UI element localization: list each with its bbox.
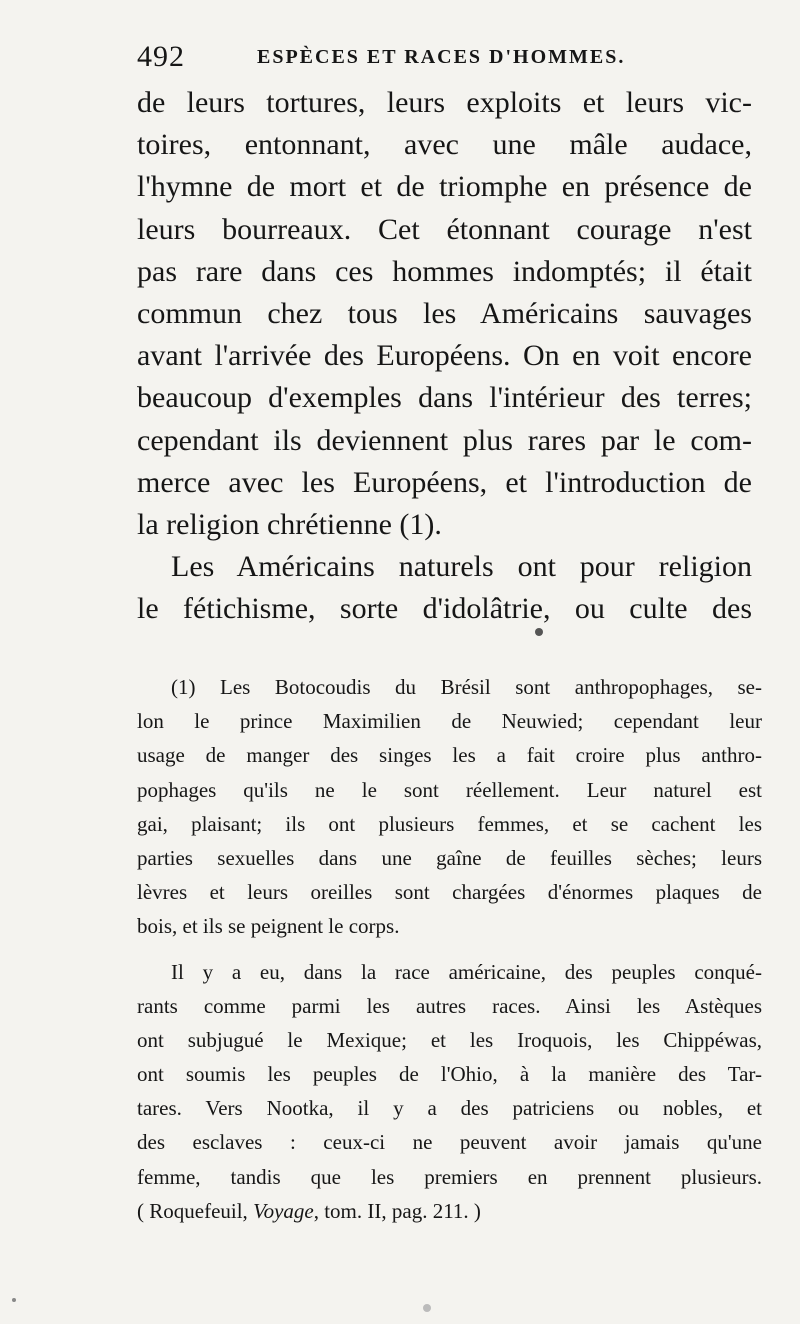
footnote-line: pophages qu'ils ne le sont réellement. Leur naturel est xyxy=(137,777,762,802)
body-line: leurs bourreaux. Cet étonnant courage n'est xyxy=(137,212,752,246)
footnote-line: ont subjugué le Mexique; et les Iroquois, les Chippéwas, xyxy=(137,1027,762,1052)
citation-close: , tom. II, pag. 211. ) xyxy=(313,1198,481,1223)
citation-open: ( Roquefeuil, xyxy=(137,1198,254,1223)
footnote-line: tares. Vers Nootka, il y a des patriciens ou nobles, et xyxy=(137,1096,762,1121)
footnote-line: Il y a eu, dans la race américaine, des peuples conqué- xyxy=(171,959,762,984)
footnote-line: (1) Les Botocoudis du Brésil sont anthropophages, se- xyxy=(171,675,762,699)
body-line: cependant ils deviennent plus rares par le com- xyxy=(137,423,752,457)
body-line: le fétichisme, sorte d'idolâtrie, ou culte des xyxy=(137,592,752,626)
body-line: l'hymne de mort et de triomphe en présence de xyxy=(137,170,752,204)
footnote-line: rants comme parmi les autres races. Ainsi les Astèques xyxy=(137,993,762,1018)
body-line: avant l'arrivée des Européens. On en voit encore xyxy=(137,339,752,373)
body-line: pas rare dans ces hommes indomptés; il était xyxy=(137,254,752,288)
page-number: 492 xyxy=(137,40,185,73)
footnote-line: bois, et ils se peignent le corps. xyxy=(137,914,400,939)
body-line: de leurs tortures, leurs exploits et leurs vic- xyxy=(137,86,752,119)
paper-speck xyxy=(12,1298,16,1302)
body-line: Les Américains naturels ont pour religion xyxy=(171,550,752,584)
footnote-line: gai, plaisant; ils ont plusieurs femmes, et se cachent les xyxy=(137,811,762,836)
footnote-line: lèvres et leurs oreilles sont chargées d'énormes plaques de xyxy=(137,880,762,905)
body-line: merce avec les Européens, et l'introduction de xyxy=(137,465,752,499)
paper-speck xyxy=(535,628,543,636)
footnote-line: des esclaves : ceux-ci ne peuvent avoir jamais qu'une xyxy=(137,1130,762,1155)
body-line: beaucoup d'exemples dans l'intérieur des terres; xyxy=(137,381,752,415)
body-line: la religion chrétienne (1). xyxy=(137,507,442,541)
running-title: ESPÈCES ET RACES D'HOMMES. xyxy=(257,46,626,68)
body-line: commun chez tous les Américains sauvages xyxy=(137,296,752,330)
body-line: toires, entonnant, avec une mâle audace, xyxy=(137,128,752,162)
footnote-line: lon le prince Maximilien de Neuwied; cependant leur xyxy=(137,709,762,734)
footnote-line: femme, tandis que les premiers en prennent plusieurs. xyxy=(137,1164,762,1189)
footnote-line: usage de manger des singes les a fait croire plus anthro- xyxy=(137,743,762,768)
citation-title: Voyage xyxy=(253,1198,314,1223)
paper-speck xyxy=(423,1304,431,1312)
footnote-line: parties sexuelles dans une gaîne de feuilles sèches; leurs xyxy=(137,845,762,870)
footnote-line: ont soumis les peuples de l'Ohio, à la manière des Tar- xyxy=(137,1062,762,1087)
